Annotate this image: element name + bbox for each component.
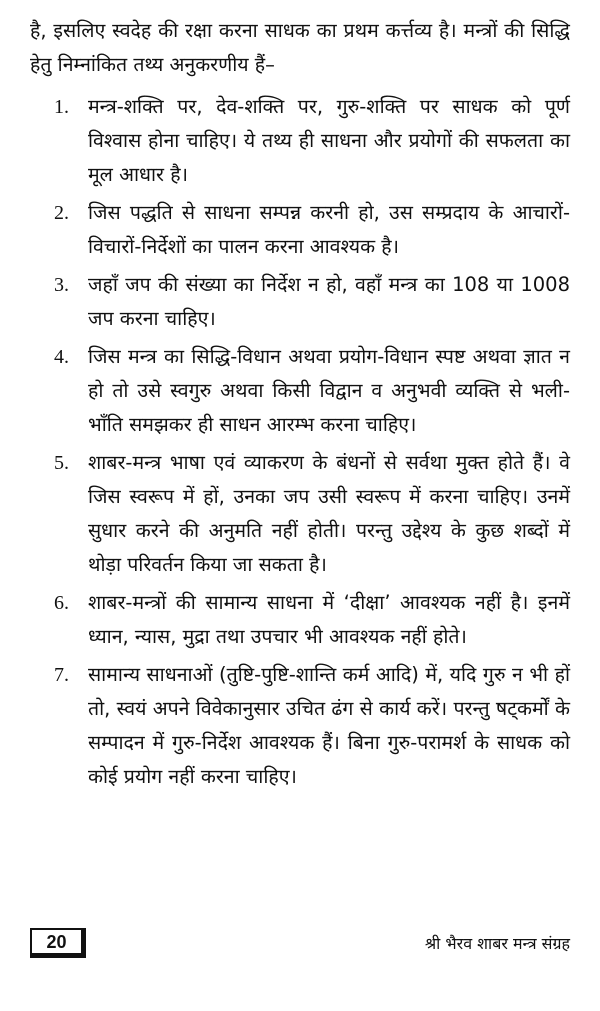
list-item-number: 7. [54, 664, 69, 686]
list-item-text: जहाँ जप की संख्या का निर्देश न हो, वहाँ मन्त्र का 108 या 1008 जप करना चाहिए। [88, 273, 570, 330]
list-item-number: 4. [54, 346, 69, 368]
list-item [30, 268, 570, 336]
list-item-text: जिस पद्धति से साधना सम्पन्न करनी हो, उस सम्प्रदाय के आचारों- विचारों-निर्देशों का पालन करना आवश्यक है। [88, 201, 570, 258]
list-item-number: 2. [54, 202, 69, 224]
list-item [30, 586, 570, 654]
page-number: 20 [30, 928, 86, 958]
list-item-number: 5. [54, 452, 69, 474]
numbered-list [30, 90, 570, 794]
list-item-text: शाबर-मन्त्रों की सामान्य साधना में ‘दीक्षा’ आवश्यक नहीं है। इनमें ध्यान, न्यास, मुद्रा तथा उपचार भी आवश्यक नहीं होते। [88, 591, 570, 648]
list-item-number: 6. [54, 592, 69, 614]
list-item [30, 658, 570, 794]
page-footer [30, 928, 570, 964]
list-item-text: शाबर-मन्त्र भाषा एवं व्याकरण के बंधनों से सर्वथा मुक्त होते हैं। वे जिस स्वरूप में हों, उनका जप उसी स्वरूप में करना चाहिए। उनमें सुधार करने की अनुमति नहीं होती। परन्तु उद्देश्य के कुछ शब्दों में थोड़ा परिवर्तन किया जा सकता है। [88, 451, 570, 576]
list-item [30, 446, 570, 582]
list-item-text: जिस मन्त्र का सिद्धि-विधान अथवा प्रयोग-विधान स्पष्ट अथवा ज्ञात न हो तो उसे स्वगुरु अथवा किसी विद्वान व अनुभवी व्यक्ति से भली-भाँति समझकर ही साधन आरम्भ करना चाहिए। [88, 345, 570, 436]
intro-paragraph: है, इसलिए स्वदेह की रक्षा करना साधक का प्रथम कर्त्तव्य है। मन्त्रों की सिद्धि हेतु निम्नांकित तथ्य अनुकरणीय हैं– [30, 19, 570, 76]
list-item-number: 3. [54, 274, 69, 296]
running-title: श्री भैरव शाबर मन्त्र संग्रह [424, 934, 570, 953]
list-item-text: सामान्य साधनाओं (तुष्टि-पुष्टि-शान्ति कर्म आदि) में, यदि गुरु न भी हों तो, स्वयं अपने विवेकानुसार उचित ढंग से कार्य करें। परन्तु षट्कर्मों के सम्पादन में गुरु-निर्देश आवश्यक हैं। बिना गुरु-परामर्श के साधक को कोई प्रयोग नहीं करना चाहिए। [88, 663, 570, 788]
list-item [30, 340, 570, 442]
list-item [30, 90, 570, 192]
list-item-number: 1. [54, 96, 69, 118]
page-body [30, 14, 570, 798]
list-item [30, 196, 570, 264]
list-item-text: मन्त्र-शक्ति पर, देव-शक्ति पर, गुरु-शक्ति पर साधक को पूर्ण विश्वास होना चाहिए। ये तथ्य ही साधना और प्रयोगों की सफलता का मूल आधार है। [88, 95, 570, 186]
